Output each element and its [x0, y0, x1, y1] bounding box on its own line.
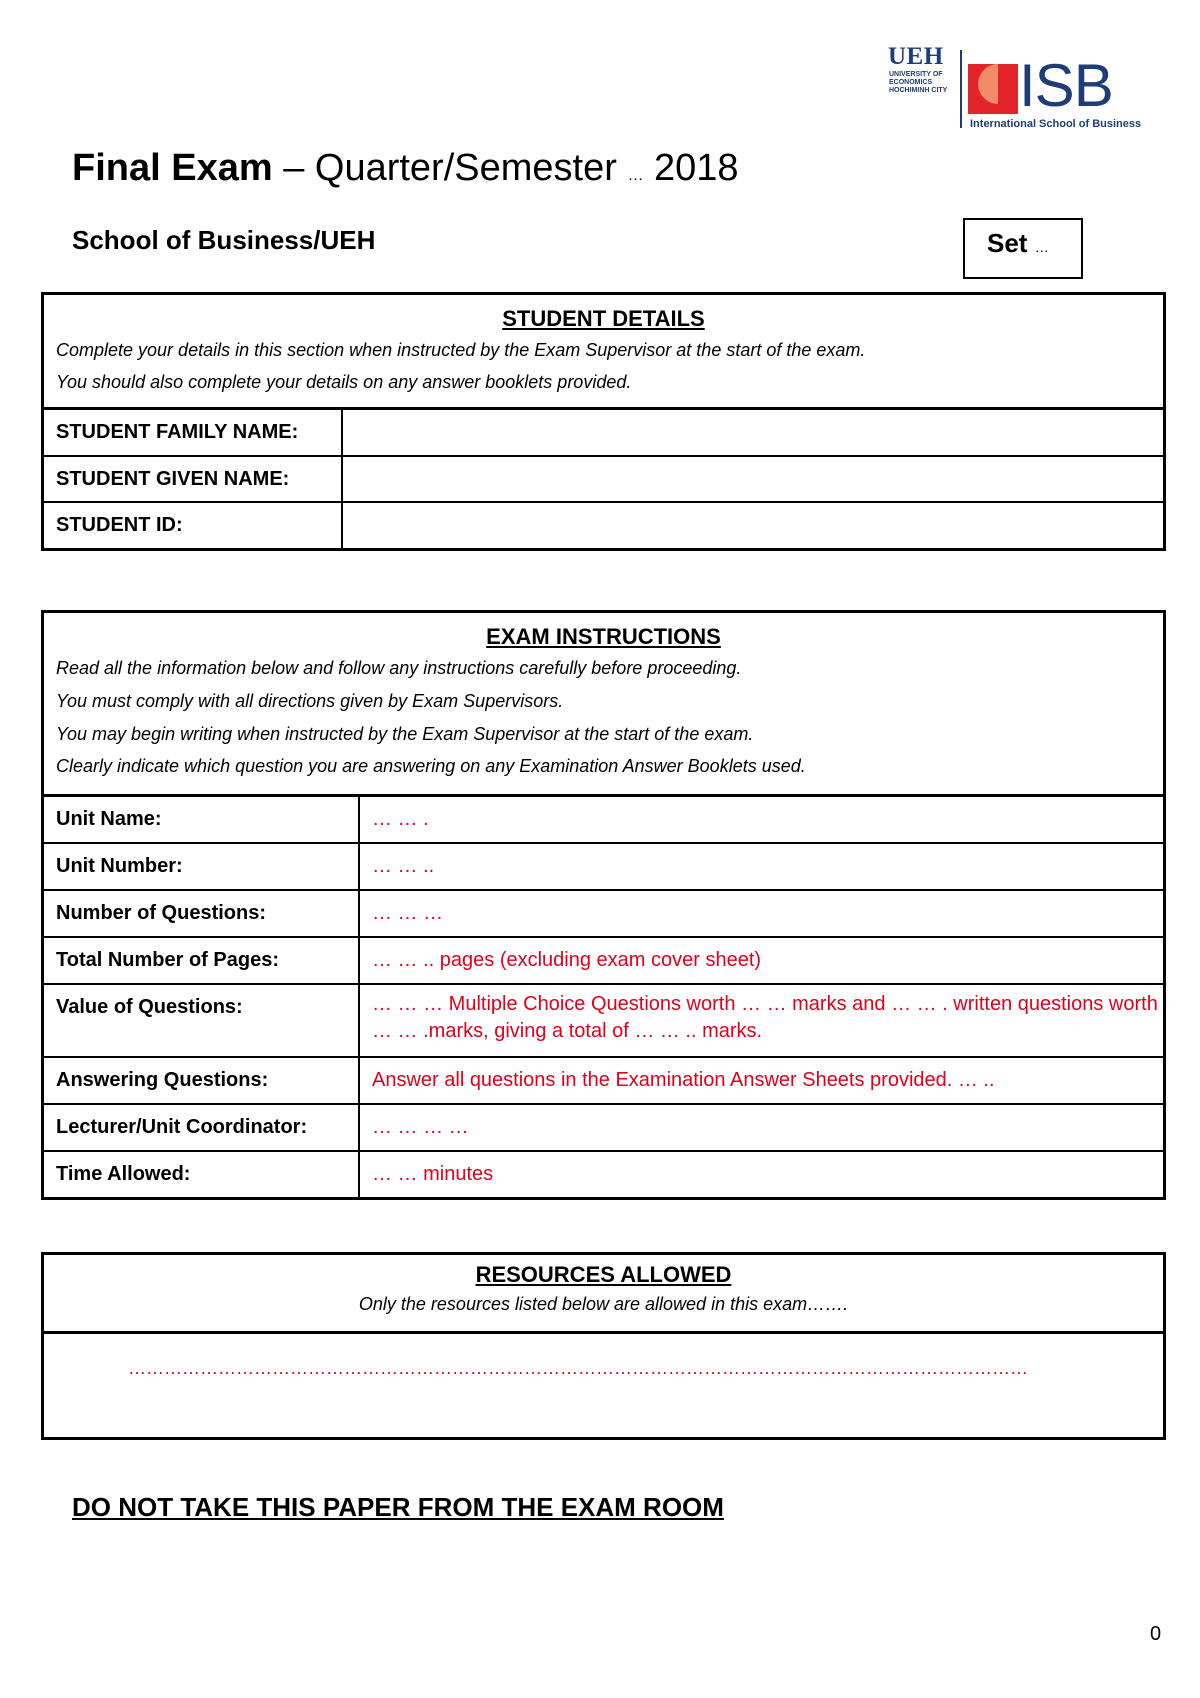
table-row [44, 984, 1163, 1057]
table-row [44, 502, 1163, 548]
answering-questions-value: Answer all questions in the Examination Answer Sheets provided. … .. [359, 1057, 1163, 1104]
unit-name-label: Unit Name: [44, 797, 359, 843]
answering-questions-label: Answering Questions: [44, 1057, 359, 1104]
resources-allowed-header [44, 1255, 1163, 1334]
table-row [44, 937, 1163, 984]
do-not-take-warning: DO NOT TAKE THIS PAPER FROM THE EXAM ROOM [72, 1492, 724, 1522]
resources-allowed-heading: RESOURCES ALLOWED [475, 1262, 732, 1287]
number-of-questions-label: Number of Questions: [44, 890, 359, 937]
resources-allowed-subtitle: Only the resources listed below are allowed in this exam……. [358, 1294, 849, 1314]
table-row [44, 797, 1163, 843]
logo-divider [960, 50, 962, 128]
student-details-header [44, 295, 1163, 410]
isb-logo-subtitle: International School of Business [970, 118, 1142, 130]
exam-info-table [44, 797, 1163, 1197]
unit-number-label: Unit Number: [44, 843, 359, 890]
table-row [44, 1057, 1163, 1104]
instruction-line-2: You must comply with all directions given by Exam Supervisors. [56, 691, 564, 711]
time-allowed-label: Time Allowed: [44, 1151, 359, 1197]
exam-instructions-header [44, 613, 1163, 797]
ueh-logo-subtitle: UNIVERSITY OF ECONOMICS HOCHIMINH CITY [889, 71, 948, 94]
student-family-name-field[interactable] [342, 410, 1163, 456]
instruction-line-4: Clearly indicate which question you are answering on any Examination Answer Booklets used. [56, 756, 806, 776]
page-number: 0 [1150, 1623, 1162, 1645]
lecturer-value: … … … … [359, 1104, 1163, 1151]
total-pages-value: … … .. pages (excluding exam cover sheet) [359, 937, 1163, 984]
table-row [44, 890, 1163, 937]
student-id-label: STUDENT ID: [44, 502, 342, 548]
isb-logo-text: ISB [1019, 52, 1113, 119]
unit-number-value: … … .. [359, 843, 1163, 890]
ueh-logo [888, 44, 950, 104]
instruction-line-3: You may begin writing when instructed by the Exam Supervisor at the start of the exam. [56, 724, 754, 744]
total-pages-label: Total Number of Pages: [44, 937, 359, 984]
unit-name-value: … … . [372, 808, 429, 830]
student-details-line-1: Complete your details in this section when instructed by the Exam Supervisor at the start of the exam. [56, 340, 866, 360]
time-allowed-value: … … minutes [359, 1151, 1163, 1197]
student-family-name-label: STUDENT FAMILY NAME: [44, 410, 342, 456]
number-of-questions-value: … … … [359, 890, 1163, 937]
set-dots: … [1034, 239, 1049, 255]
table-row [44, 1151, 1163, 1197]
value-of-questions-value: … … … Multiple Choice Questions worth … … marks and … … . written questions worth … … .marks, giving a total of … … .. marks. [359, 984, 1163, 1057]
exam-instructions-box [41, 610, 1166, 1200]
table-row [44, 410, 1163, 456]
ueh-logo-text: UEH [888, 43, 944, 70]
title-dots: … [627, 167, 644, 184]
resources-allowed-content: …………………………………………………………………………………………………………………………………… [128, 1358, 1028, 1378]
student-details-box [41, 292, 1166, 551]
instruction-line-1: Read all the information below and follow any instructions carefully before proceeding. [56, 658, 742, 678]
ueh-isb-logo [888, 43, 1142, 134]
exam-instructions-heading: EXAM INSTRUCTIONS [486, 624, 721, 649]
set-label: Set [987, 228, 1035, 258]
value-of-questions-label: Value of Questions: [44, 984, 359, 1057]
student-id-field[interactable] [342, 502, 1163, 548]
student-details-heading: STUDENT DETAILS [502, 306, 705, 331]
table-row [44, 1104, 1163, 1151]
table-row [44, 456, 1163, 502]
school-name: School of Business/UEH [72, 225, 376, 255]
student-details-table [44, 410, 1163, 548]
set-box [963, 218, 1083, 279]
title-year: 2018 [643, 147, 739, 189]
page-title [72, 145, 739, 199]
isb-logo-mark-icon [968, 64, 1018, 114]
student-details-line-2: You should also complete your details on any answer booklets provided. [56, 372, 632, 392]
title-final-exam: Final Exam [72, 147, 273, 189]
lecturer-label: Lecturer/Unit Coordinator: [44, 1104, 359, 1151]
resources-allowed-box [41, 1252, 1166, 1440]
title-quarter: – Quarter/Semester [272, 147, 628, 189]
table-row [44, 843, 1163, 890]
student-given-name-field[interactable] [342, 456, 1163, 502]
student-given-name-label: STUDENT GIVEN NAME: [44, 456, 342, 502]
